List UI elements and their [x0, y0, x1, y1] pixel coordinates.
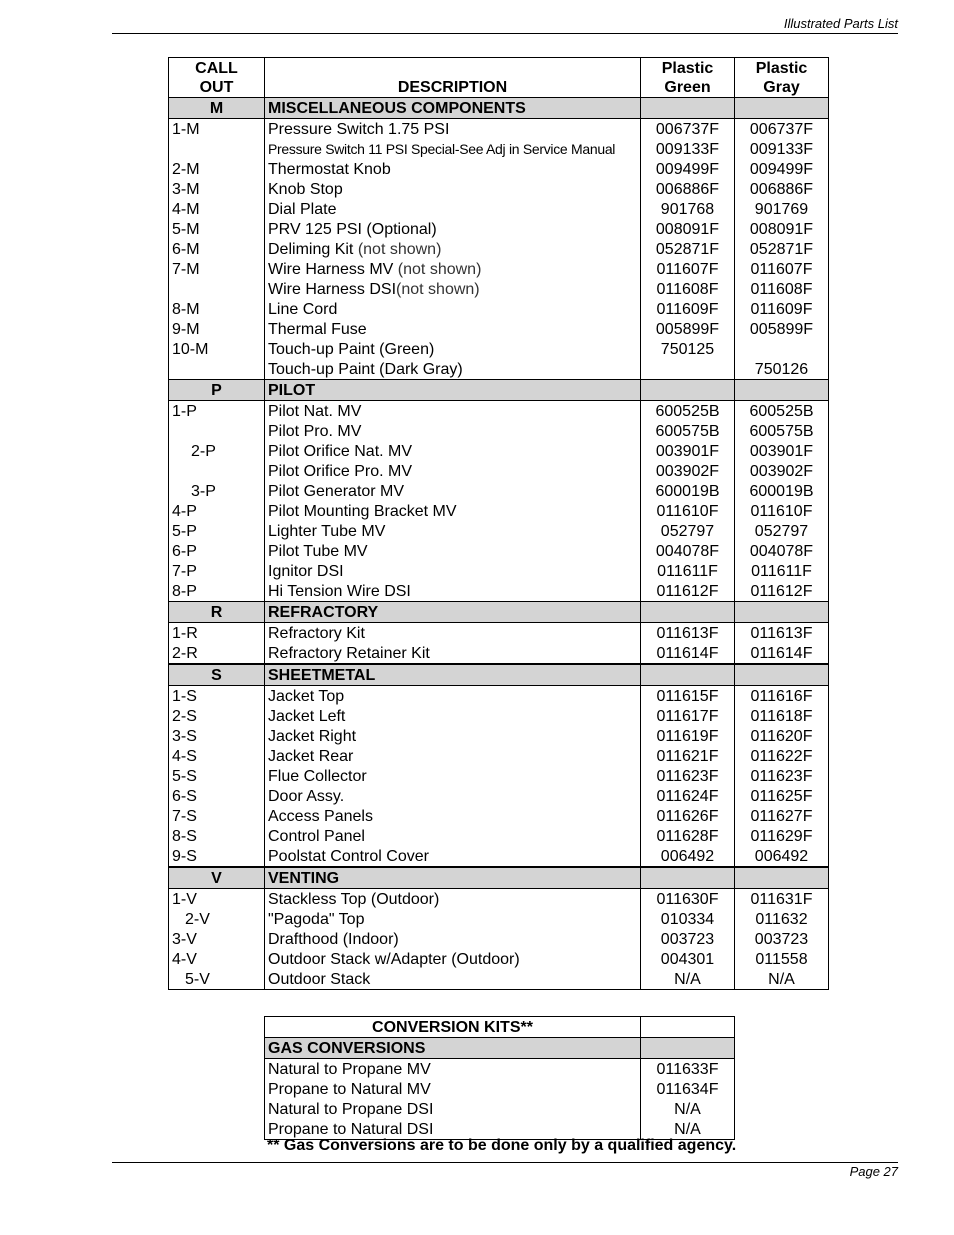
part-callout: 2-R: [172, 645, 198, 662]
part-number-green: 011610F: [641, 501, 735, 521]
section-header-m: [169, 98, 829, 119]
part-callout: 5-P: [172, 523, 197, 540]
part-description: Refractory Kit: [265, 623, 641, 644]
part-description: PRV 125 PSI (Optional): [265, 219, 641, 239]
part-number-gray: 011614F: [735, 643, 829, 664]
header-rule: [112, 33, 898, 34]
part-number-gray: 901769: [735, 199, 829, 219]
section-header-s: [169, 664, 829, 686]
part-number-green: 011628F: [641, 826, 735, 846]
part-row: [169, 929, 829, 949]
conversion-kit-description: Natural to Propane MV: [265, 1059, 641, 1080]
part-number-gray: 008091F: [735, 219, 829, 239]
part-row: [169, 239, 829, 259]
part-number-green: 011613F: [641, 623, 735, 644]
part-description: Pilot Generator MV: [265, 481, 641, 501]
part-number-green: 011615F: [641, 686, 735, 707]
footer-rule: [112, 1162, 898, 1163]
part-row: [169, 199, 829, 219]
part-description: Dial Plate: [265, 199, 641, 219]
part-number-gray: 003902F: [735, 461, 829, 481]
part-number-gray: 052797: [735, 521, 829, 541]
part-description: Lighter Tube MV: [265, 521, 641, 541]
part-description: Touch-up Paint (Dark Gray): [265, 359, 641, 380]
part-callout: [169, 279, 265, 299]
part-callout: 3-S: [172, 728, 197, 745]
part-number-gray: 011625F: [735, 786, 829, 806]
plastic-green-column-header: Plastic Green: [641, 58, 735, 98]
part-description: Line Cord: [265, 299, 641, 319]
conversion-footnote: ** Gas Conversions are to be done only by a qualified agency.: [267, 1137, 737, 1154]
part-row: [169, 643, 829, 664]
part-callout: 8-P: [172, 583, 197, 600]
part-number-gray: 005899F: [735, 319, 829, 339]
parts-table-header: [169, 58, 829, 98]
callout-column-header: CALL OUT: [195, 60, 238, 96]
part-callout: 2-S: [172, 708, 197, 725]
part-number-green: 011612F: [641, 581, 735, 602]
part-number-green: 003902F: [641, 461, 735, 481]
part-row: [169, 706, 829, 726]
part-number-gray: 003723: [735, 929, 829, 949]
conversion-kit-part-number: N/A: [641, 1099, 735, 1119]
part-callout: 5-M: [172, 221, 200, 238]
conversion-kit-part-number: N/A: [641, 1119, 735, 1140]
part-callout: 4-M: [172, 201, 200, 218]
part-row: [169, 561, 829, 581]
part-row: [169, 481, 829, 501]
part-number-green: [641, 359, 735, 380]
section-header-r: [169, 602, 829, 623]
part-callout: 3-P: [191, 483, 216, 500]
part-description: Pilot Orifice Pro. MV: [265, 461, 641, 481]
part-description: Pilot Nat. MV: [265, 401, 641, 422]
part-row: [169, 339, 829, 359]
part-description: Jacket Top: [265, 686, 641, 707]
part-callout: 7-S: [172, 808, 197, 825]
part-row: [169, 581, 829, 602]
part-callout: 8-S: [172, 828, 197, 845]
part-number-green: 011626F: [641, 806, 735, 826]
part-number-green: 006886F: [641, 179, 735, 199]
part-number-gray: 004078F: [735, 541, 829, 561]
part-number-gray: 011612F: [735, 581, 829, 602]
part-row: [169, 319, 829, 339]
part-number-gray: 011620F: [735, 726, 829, 746]
part-number-gray: 750126: [735, 359, 829, 380]
part-number-green: 011614F: [641, 643, 735, 664]
part-number-green: 011624F: [641, 786, 735, 806]
conversion-kit-description: Natural to Propane DSI: [265, 1099, 641, 1119]
part-callout: 1-R: [172, 625, 198, 642]
part-row: [169, 401, 829, 422]
part-number-gray: 009499F: [735, 159, 829, 179]
part-callout: [169, 139, 265, 159]
part-callout: [169, 461, 265, 481]
part-description: Flue Collector: [265, 766, 641, 786]
part-row: [169, 949, 829, 969]
conversion-kit-description: Propane to Natural MV: [265, 1079, 641, 1099]
part-description: Access Panels: [265, 806, 641, 826]
part-number-gray: 600575B: [735, 421, 829, 441]
part-row: [169, 623, 829, 644]
section-title: VENTING: [265, 867, 641, 889]
part-number-green: 006737F: [641, 119, 735, 140]
part-number-gray: 011618F: [735, 706, 829, 726]
part-note: (not shown): [397, 261, 482, 278]
section-code: P: [169, 380, 265, 401]
part-number-green: 011609F: [641, 299, 735, 319]
part-row: [169, 259, 829, 279]
part-row: [169, 421, 829, 441]
conversion-kit-description: Propane to Natural DSI: [265, 1119, 641, 1140]
section-code: M: [169, 98, 265, 119]
part-number-green: N/A: [641, 969, 735, 990]
part-number-gray: 011558: [735, 949, 829, 969]
part-number-gray: 006492: [735, 846, 829, 867]
part-callout: 1-V: [172, 891, 197, 908]
part-row: [169, 299, 829, 319]
part-number-green: 011608F: [641, 279, 735, 299]
part-number-gray: 011607F: [735, 259, 829, 279]
conversion-kit-row: [265, 1079, 735, 1099]
part-description: Stackless Top (Outdoor): [265, 889, 641, 910]
part-description: Ignitor DSI: [265, 561, 641, 581]
part-description: "Pagoda" Top: [265, 909, 641, 929]
section-code: R: [169, 602, 265, 623]
plastic-gray-column-header: Plastic Gray: [735, 58, 829, 98]
part-number-green: 901768: [641, 199, 735, 219]
part-number-gray: 011631F: [735, 889, 829, 910]
part-description: Wire Harness DSI(not shown): [265, 279, 641, 299]
part-number-gray: 011613F: [735, 623, 829, 644]
part-row: [169, 219, 829, 239]
part-number-green: 600019B: [641, 481, 735, 501]
part-callout: [169, 421, 265, 441]
part-row: [169, 521, 829, 541]
part-callout: [169, 359, 265, 380]
part-row: [169, 766, 829, 786]
part-description: Jacket Right: [265, 726, 641, 746]
part-description: Outdoor Stack: [265, 969, 641, 990]
conversion-kits-header: [265, 1017, 735, 1038]
section-title: REFRACTORY: [265, 602, 641, 623]
part-row: [169, 826, 829, 846]
section-code: V: [169, 867, 265, 889]
part-row: [169, 139, 829, 159]
part-number-gray: 009133F: [735, 139, 829, 159]
part-number-green: 011617F: [641, 706, 735, 726]
part-number-green: 052797: [641, 521, 735, 541]
part-description: Drafthood (Indoor): [265, 929, 641, 949]
part-callout: 1-M: [172, 121, 200, 138]
part-callout: 2-V: [185, 911, 210, 928]
part-description: Jacket Left: [265, 706, 641, 726]
part-row: [169, 441, 829, 461]
part-callout: 5-V: [185, 971, 210, 988]
part-number-green: 003901F: [641, 441, 735, 461]
part-callout: 4-S: [172, 748, 197, 765]
part-callout: 6-S: [172, 788, 197, 805]
part-callout: 1-P: [172, 403, 197, 420]
part-row: [169, 969, 829, 990]
part-callout: 1-S: [172, 688, 197, 705]
part-callout: 6-P: [172, 543, 197, 560]
part-row: [169, 179, 829, 199]
page-number: Page 27: [849, 1164, 898, 1179]
part-note: (not shown): [357, 241, 442, 258]
part-number-green: 600525B: [641, 401, 735, 422]
part-number-gray: 011611F: [735, 561, 829, 581]
part-callout: 7-M: [172, 261, 200, 278]
part-description: Pilot Mounting Bracket MV: [265, 501, 641, 521]
part-callout: 8-M: [172, 301, 200, 318]
section-title: MISCELLANEOUS COMPONENTS: [265, 98, 641, 119]
part-callout: 6-M: [172, 241, 200, 258]
part-callout: 4-P: [172, 503, 197, 520]
part-callout: 7-P: [172, 563, 197, 580]
part-description: Poolstat Control Cover: [265, 846, 641, 867]
part-number-green: 011619F: [641, 726, 735, 746]
conversion-kit-row: [265, 1099, 735, 1119]
part-number-green: 010334: [641, 909, 735, 929]
part-description: Outdoor Stack w/Adapter (Outdoor): [265, 949, 641, 969]
part-description: Refractory Retainer Kit: [265, 643, 641, 664]
part-description: Jacket Rear: [265, 746, 641, 766]
conversion-kit-row: [265, 1059, 735, 1080]
part-row: [169, 846, 829, 867]
section-title: PILOT: [265, 380, 641, 401]
part-row: [169, 541, 829, 561]
part-number-gray: 600019B: [735, 481, 829, 501]
part-number-green: 011623F: [641, 766, 735, 786]
part-number-gray: N/A: [735, 969, 829, 990]
description-column-header: DESCRIPTION: [265, 58, 641, 98]
part-number-gray: 011623F: [735, 766, 829, 786]
part-number-green: 005899F: [641, 319, 735, 339]
part-row: [169, 746, 829, 766]
part-description: Knob Stop: [265, 179, 641, 199]
part-row: [169, 279, 829, 299]
part-row: [169, 786, 829, 806]
part-description: Hi Tension Wire DSI: [265, 581, 641, 602]
part-callout: 10-M: [172, 341, 209, 358]
part-description: Thermal Fuse: [265, 319, 641, 339]
part-callout: 4-V: [172, 951, 197, 968]
conversion-kits-header-blank: [641, 1017, 735, 1038]
conversion-kit-part-number: 011633F: [641, 1059, 735, 1080]
part-row: [169, 461, 829, 481]
part-number-gray: 006737F: [735, 119, 829, 140]
parts-table: [168, 57, 829, 990]
part-number-gray: 011610F: [735, 501, 829, 521]
part-number-green: 003723: [641, 929, 735, 949]
part-number-gray: 011616F: [735, 686, 829, 707]
part-description: Pilot Orifice Nat. MV: [265, 441, 641, 461]
part-row: [169, 501, 829, 521]
part-number-gray: 003901F: [735, 441, 829, 461]
section-header-v: [169, 867, 829, 889]
part-number-gray: 011608F: [735, 279, 829, 299]
part-note: (not shown): [396, 281, 480, 298]
part-row: [169, 359, 829, 380]
section-title: SHEETMETAL: [265, 664, 641, 686]
part-description: Touch-up Paint (Green): [265, 339, 641, 359]
part-description: Deliming Kit (not shown): [265, 239, 641, 259]
part-number-gray: 011622F: [735, 746, 829, 766]
part-number-green: 008091F: [641, 219, 735, 239]
part-number-gray: 600525B: [735, 401, 829, 422]
part-number-green: 011621F: [641, 746, 735, 766]
part-description: Door Assy.: [265, 786, 641, 806]
gas-conversions-section: [265, 1038, 735, 1059]
part-number-gray: [735, 339, 829, 359]
part-callout: 5-S: [172, 768, 197, 785]
part-callout: 2-M: [172, 161, 200, 178]
part-number-green: 004301: [641, 949, 735, 969]
part-description: Pilot Tube MV: [265, 541, 641, 561]
part-number-gray: 006886F: [735, 179, 829, 199]
part-number-gray: 011632: [735, 909, 829, 929]
part-number-gray: 011629F: [735, 826, 829, 846]
part-description: Pressure Switch 1.75 PSI: [265, 119, 641, 140]
part-row: [169, 889, 829, 910]
part-row: [169, 806, 829, 826]
part-number-green: 009499F: [641, 159, 735, 179]
part-callout: 9-S: [172, 848, 197, 865]
part-number-green: 600575B: [641, 421, 735, 441]
page-header-title: Illustrated Parts List: [783, 16, 898, 31]
gas-conversions-title: GAS CONVERSIONS: [265, 1038, 641, 1059]
part-row: [169, 119, 829, 140]
conversion-kit-part-number: 011634F: [641, 1079, 735, 1099]
part-row: [169, 909, 829, 929]
part-number-green: 011630F: [641, 889, 735, 910]
part-number-gray: 052871F: [735, 239, 829, 259]
part-row: [169, 159, 829, 179]
part-number-green: 011607F: [641, 259, 735, 279]
part-number-green: 052871F: [641, 239, 735, 259]
part-number-green: 006492: [641, 846, 735, 867]
conversion-kits-table: [264, 1016, 735, 1140]
section-header-p: [169, 380, 829, 401]
part-number-green: 011611F: [641, 561, 735, 581]
part-description: Control Panel: [265, 826, 641, 846]
part-callout: 3-V: [172, 931, 197, 948]
part-description: Pilot Pro. MV: [265, 421, 641, 441]
part-number-gray: 011609F: [735, 299, 829, 319]
part-callout: 3-M: [172, 181, 200, 198]
part-callout: 2-P: [191, 443, 216, 460]
part-number-green: 750125: [641, 339, 735, 359]
part-description: Thermostat Knob: [265, 159, 641, 179]
conversion-kits-title: CONVERSION KITS**: [265, 1017, 641, 1038]
part-number-gray: 011627F: [735, 806, 829, 826]
part-row: [169, 726, 829, 746]
part-description: Pressure Switch 11 PSI Special-See Adj in Service Manual: [265, 139, 641, 159]
part-callout: 9-M: [172, 321, 200, 338]
part-number-green: 004078F: [641, 541, 735, 561]
part-description: Wire Harness MV (not shown): [265, 259, 641, 279]
part-row: [169, 686, 829, 707]
part-number-green: 009133F: [641, 139, 735, 159]
section-code: S: [169, 664, 265, 686]
